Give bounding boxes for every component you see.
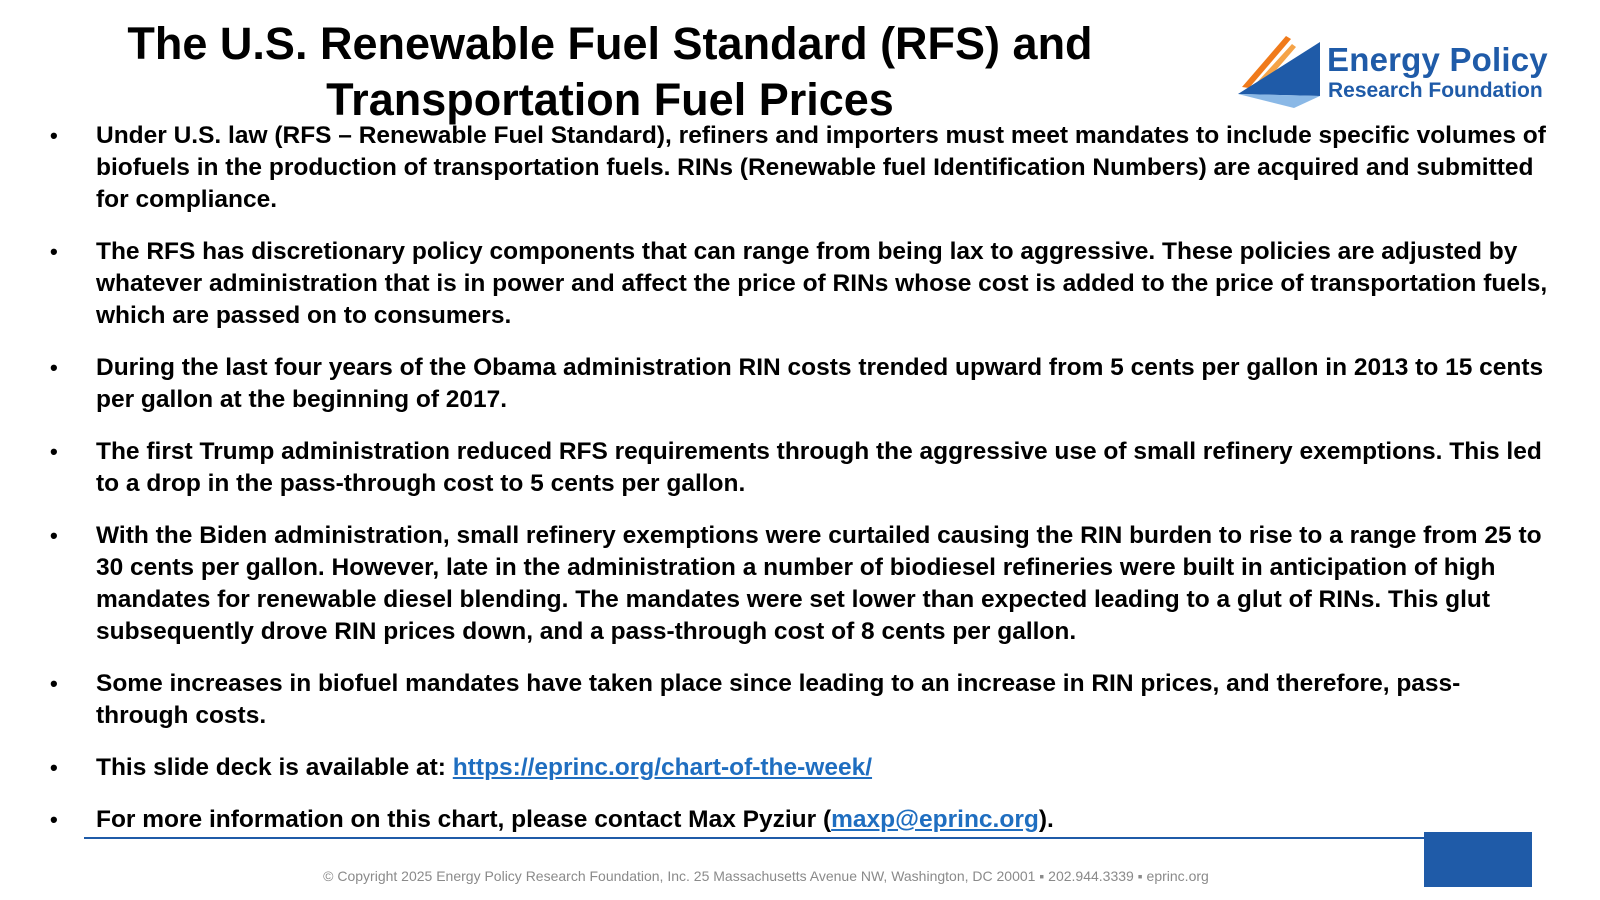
contact-email-link[interactable]: maxp@eprinc.org	[831, 806, 1039, 833]
bullet-item	[50, 520, 1550, 648]
bullet-dot: •	[50, 123, 58, 148]
title-line-1: The U.S. Renewable Fuel Standard (RFS) and	[127, 18, 1093, 69]
logo-text-research-foundation: Research Foundation	[1328, 79, 1543, 102]
bullet-text: Under U.S. law (RFS – Renewable Fuel Standard), refiners and importers must meet mandates to include specific volumes of biofuels in the production of transportation fuels. RINs (Renewable fuel Identification Numbers) are acquired and submitted for compliance.	[96, 122, 1546, 213]
eprf-logo	[1236, 24, 1590, 114]
bullet-text: With the Biden administration, small refinery exemptions were curtailed causing the RIN burden to rise to a range from 25 to 30 cents per gallon. However, late in the administration a number of biodiesel refineries were built in anticipation of high mandates for renewable diesel blending. The mandates were set lower than expected leading to a glut of RINs. This glut subsequently drove RIN prices down, and a pass-through cost of 8 cents per gallon.	[96, 522, 1542, 645]
bullet-item-contact	[50, 804, 1550, 836]
bullet-dot: •	[50, 523, 58, 548]
bullet-item	[50, 668, 1550, 732]
bullet-item	[50, 352, 1550, 416]
logo-mark-icon	[1236, 24, 1328, 114]
footer-copyright: © Copyright 2025 Energy Policy Research Foundation, Inc. 25 Massachusetts Avenue NW, Washington, DC 20001 ▪ 202.944.3339 ▪ eprinc.org	[323, 868, 1209, 884]
contact-suffix: ).	[1038, 806, 1054, 833]
footer-divider	[84, 837, 1424, 839]
bullet-dot: •	[50, 807, 58, 832]
bullet-item	[50, 120, 1550, 216]
bullet-text: Some increases in biofuel mandates have taken place since leading to an increase in RIN prices, and therefore, pass-through costs.	[96, 670, 1461, 729]
contact-prefix: For more information on this chart, please contact Max Pyziur (	[96, 806, 832, 833]
bullet-dot: •	[50, 239, 58, 264]
bullet-dot: •	[50, 755, 58, 780]
slide-title	[90, 16, 1130, 128]
bullet-item-slide-deck	[50, 752, 1550, 784]
bullet-list	[50, 120, 1550, 856]
bullet-text: The first Trump administration reduced RFS requirements through the aggressive use of small refinery exemptions. This led to a drop in the pass-through cost to 5 cents per gallon.	[96, 438, 1542, 497]
bullet-text: The RFS has discretionary policy components that can range from being lax to aggressive. These policies are adjusted by whatever administration that is in power and affect the price of RINs whose cost is added to the price of transportation fuels, which are passed on to consumers.	[96, 238, 1548, 329]
bullet-dot: •	[50, 671, 58, 696]
slide-deck-link[interactable]: https://eprinc.org/chart-of-the-week/	[452, 754, 873, 781]
title-line-2: Transportation Fuel Prices	[326, 74, 894, 125]
logo-text-energy-policy: Energy Policy	[1327, 41, 1548, 78]
bullet-dot: •	[50, 439, 58, 464]
bullet-item	[50, 436, 1550, 500]
bullet-dot: •	[50, 355, 58, 380]
bullet-text: During the last four years of the Obama administration RIN costs trended upward from 5 cents per gallon in 2013 to 15 cents per gallon at the beginning of 2017.	[96, 354, 1544, 413]
bullet-item	[50, 236, 1550, 332]
slide-deck-prefix: This slide deck is available at:	[96, 754, 453, 781]
